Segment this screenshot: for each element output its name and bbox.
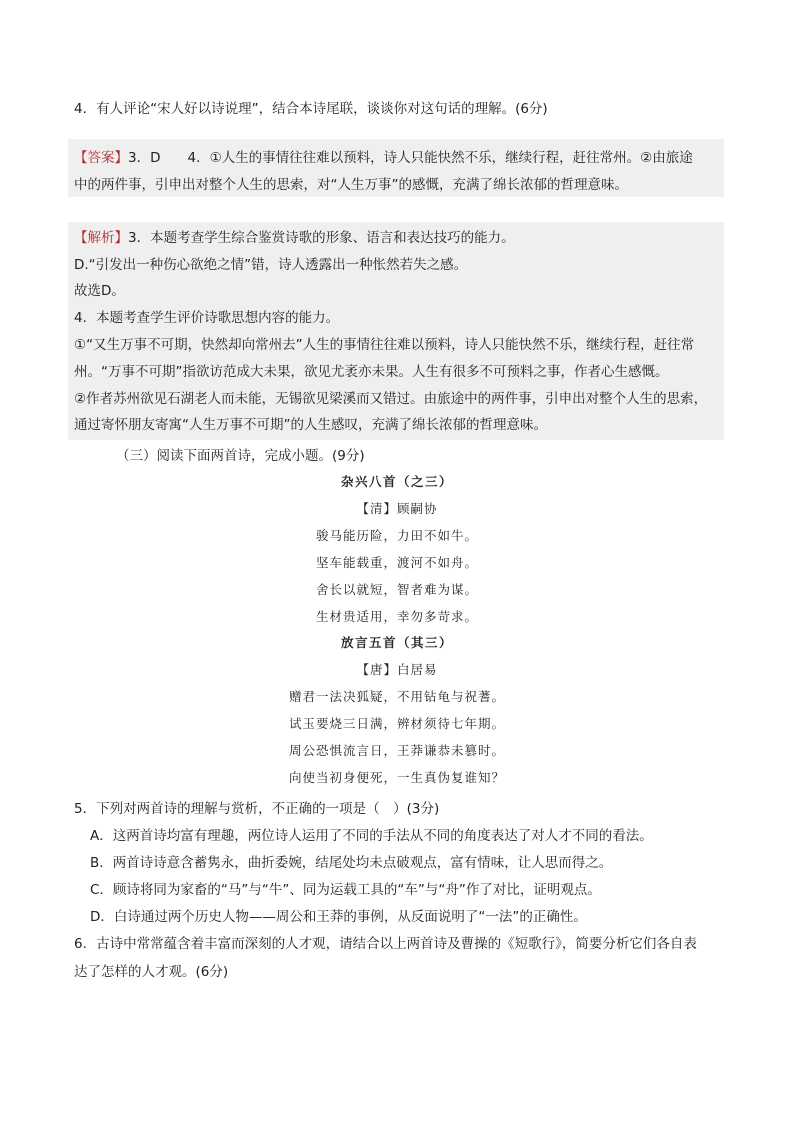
analysis-tag: 【解析】 [74,230,128,246]
poem-2-line: 赠君一法决狐疑，不用钻龟与祝蓍。 [288,689,505,704]
poem-1-title: 杂兴八首（之三） [340,474,453,489]
poem-1-author: 【清】顾嗣协 [356,501,438,516]
poem-2-line: 向使当初身便死，一生真伪复谁知？ [288,770,505,785]
analysis-line-8: 通过寄怀朋友寄寓“人生万事不可期”的人生感叹，充满了绵长浓郁的哲理意味。 [74,417,547,433]
analysis-line-2: D.“引发出一种伤心欲绝之情”错，诗人透露出一种怅然若失之感。 [74,257,468,273]
question-4: 4．有人评论“宋人好以诗说理”，结合本诗尾联，谈谈你对这句话的理解。(6分) [74,101,548,117]
analysis-line-6: 州。“万事不可期”指欲访范成大未果，欲见尤袤亦未果。人生有很多不可预料之事，作者心生感慨。 [74,364,669,380]
question-5-option-d: D．白诗通过两个历史人物——周公和王莽的事例，从反面说明了“一法”的正确性。 [90,909,587,925]
analysis-text: 3．本题考查学生综合鉴赏诗歌的形象、语言和表达技巧的能力。 [128,230,515,246]
analysis-box [68,222,724,440]
answer-line-2: 中的两件事，引申出对整个人生的思索，对“人生万事”的感慨，充满了绵长浓郁的哲理意味。 [74,177,628,193]
answer-box [68,139,724,197]
question-6-line-1: 6．古诗中常常蕴含着丰富而深刻的人才观，请结合以上两首诗及曹操的《短歌行》，简要分析它们各自表 [74,936,697,952]
poem-2-line: 试玉要烧三日满，辨材须待七年期。 [288,716,505,731]
analysis-line-5: ①“又生万事不可期，快然却向常州去”人生的事情往往难以预料，诗人只能快然不乐，继续行程，赶往常 [74,337,695,353]
answer-tag: 【答案】 [74,150,128,166]
question-5-option-b: B．两首诗诗意含蓄隽永，曲折委婉，结尾处均未点破观点，富有情味，让人思而得之。 [90,855,613,871]
question-5-option-a: A．这两首诗均富有理趣，两位诗人运用了不同的手法从不同的角度表达了对人才不同的看法。 [90,828,653,844]
answer-line-1 [74,146,693,166]
poem-2-title: 放言五首（其三） [340,635,453,650]
poem-1-line: 生材贵适用，幸勿多苛求。 [315,609,478,624]
question-5-stem: 5．下列对两首诗的理解与赏析，不正确的一项是（ ）(3分) [74,801,440,817]
poem-2-line: 周公恐惧流言日，王莽谦恭未篡时。 [288,743,505,758]
poem-2-author: 【唐】白居易 [356,662,438,677]
question-6-line-2: 达了怎样的人才观。(6分) [74,964,229,980]
answer-text: 3．D 4．①人生的事情往往难以预料，诗人只能快然不乐，继续行程，赶往常州。②由旅途 [128,150,693,166]
poem-1-line: 坚车能载重，渡河不如舟。 [315,555,478,570]
section-3-heading: （三）阅读下面两首诗，完成小题。(9分) [116,448,365,464]
analysis-line-7: ②作者苏州欲见石湖老人而未能，无锡欲见梁溪而又错过。由旅途中的两件事，引申出对整个人生的思索， [74,391,708,407]
analysis-line-4: 4．本题考查学生评价诗歌思想内容的能力。 [74,310,340,326]
analysis-line-3: 故选D。 [74,283,125,299]
poem-1-line: 骏马能历险，力田不如牛。 [315,528,478,543]
poem-1-line: 舍长以就短，智者难为谋。 [315,582,478,597]
question-5-option-c: C．顾诗将同为家畜的“马”与“牛”、同为运载工具的“车”与“舟”作了对比，证明观点。 [90,882,601,898]
analysis-line-1 [74,226,515,246]
